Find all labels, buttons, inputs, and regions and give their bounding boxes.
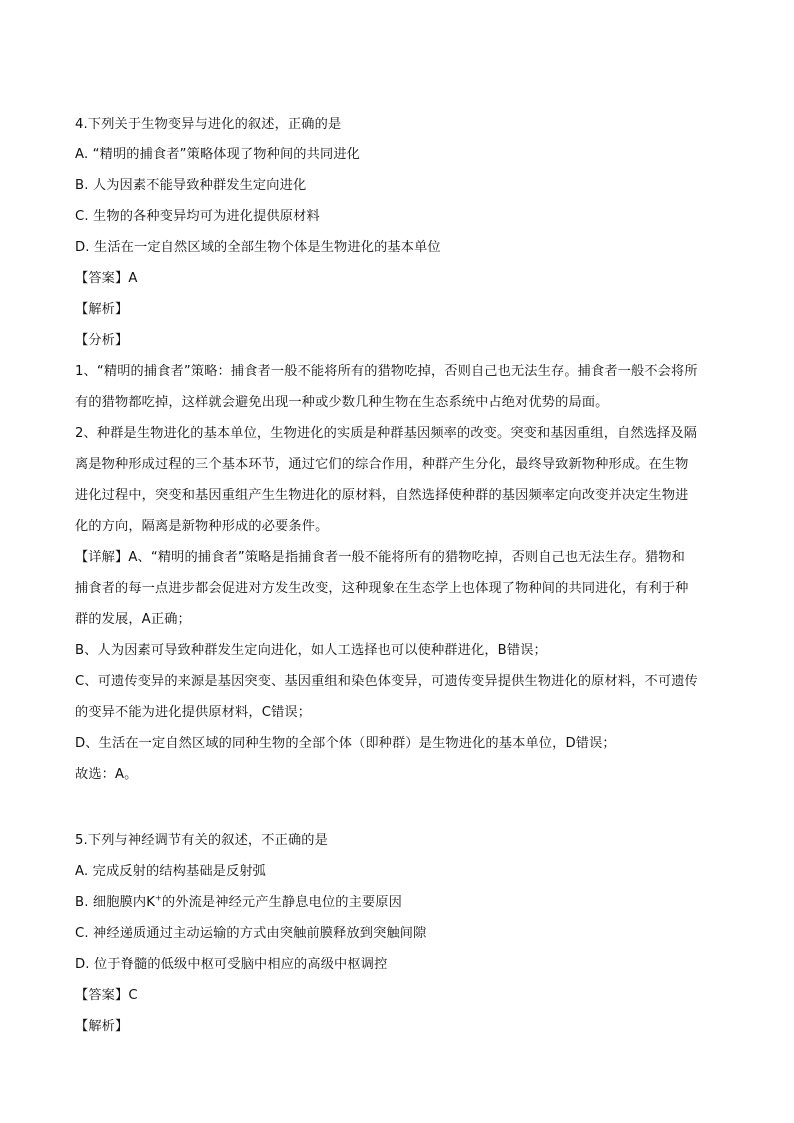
q5-option-c: C. 神经递质通过主动运输的方式由突触前膜释放到突触间隙 xyxy=(75,926,427,941)
q4-option-b: B. 人为因素不能导致种群发生定向进化 xyxy=(75,178,307,193)
question-4-stem: 4.下列关于生物变异与进化的叙述，正确的是 xyxy=(75,117,342,132)
q4-fenxi-line: 有的猎物都吃掉，这样就会避免出现一种或少数几种生物在生态系统中占绝对优势的局面。 xyxy=(75,395,609,410)
question-5-stem: 5.下列与神经调节有关的叙述，不正确的是 xyxy=(75,833,328,848)
q4-xiangjie-line: 【详解】A、“精明的捕食者”策略是指捕食者一般不能将所有的猎物吃掉，否则自己也无法生存。猎物和 xyxy=(75,550,685,565)
q4-fenxi-line: 2、种群是生物进化的基本单位，生物进化的实质是种群基因频率的改变。突变和基因重组，自然选择及隔 xyxy=(75,426,698,441)
q4-fenxi-line: 进化过程中，突变和基因重组产生生物进化的原材料，自然选择使种群的基因频率定向改变并决定生物进 xyxy=(75,488,689,503)
q4-option-a: A. “精明的捕食者”策略体现了物种间的共同进化 xyxy=(75,147,360,162)
q4-xiangjie-line: C、可遗传变异的来源是基因突变、基因重组和染色体变异，可遗传变异提供生物进化的原材料，不可遗传 xyxy=(75,674,698,689)
q4-xiangjie-line: 的变异不能为进化提供原材料，C错误； xyxy=(75,705,312,720)
q4-xiangjie-line: 群的发展，A正确； xyxy=(75,612,191,627)
q4-xiangjie-line: 故选：A。 xyxy=(75,767,138,782)
q4-fenxi-line: 1、“精明的捕食者”策略：捕食者一般不能将所有的猎物吃掉，否则自己也无法生存。捕食者一般不会将所 xyxy=(75,364,698,379)
q4-analysis-label: 【解析】 xyxy=(75,302,129,317)
q4-fenxi-line: 化的方向，隔离是新物种形成的必要条件。 xyxy=(75,519,329,534)
q4-option-c: C. 生物的各种变异均可为进化提供原材料 xyxy=(75,209,320,224)
q4-xiangjie-line: 捕食者的每一点进步都会促进对方发生改变，这种现象在生态学上也体现了物种间的共同进化，有利于种 xyxy=(75,581,689,596)
q4-fenxi-line: 离是物种形成过程的三个基本环节，通过它们的综合作用，种群产生分化，最终导致新物种形成。在生物 xyxy=(75,457,689,472)
q5-answer: 【答案】C xyxy=(75,988,138,1003)
q5-option-b-prefix: B. 细胞膜内K xyxy=(75,895,156,910)
q5-option-b xyxy=(75,893,725,913)
q5-analysis-label: 【解析】 xyxy=(75,1019,129,1034)
q5-option-d: D. 位于脊髓的低级中枢可受脑中相应的高级中枢调控 xyxy=(75,957,388,972)
q4-answer: 【答案】A xyxy=(75,271,138,286)
q4-xiangjie-line: D、生活在一定自然区域的同种生物的全部个体（即种群）是生物进化的基本单位，D错误； xyxy=(75,736,616,751)
q4-option-d: D. 生活在一定自然区域的全部生物个体是生物进化的基本单位 xyxy=(75,240,441,255)
q5-option-b-rest: 的外流是神经元产生静息电位的主要原因 xyxy=(161,895,402,910)
q5-option-b-superscript: + xyxy=(155,893,162,903)
q5-option-a: A. 完成反射的结构基础是反射弧 xyxy=(75,864,267,879)
q4-xiangjie-line: B、人为因素可导致种群发生定向进化，如人工选择也可以使种群进化，B错误； xyxy=(75,643,547,658)
q4-fenxi-label: 【分析】 xyxy=(75,333,129,348)
